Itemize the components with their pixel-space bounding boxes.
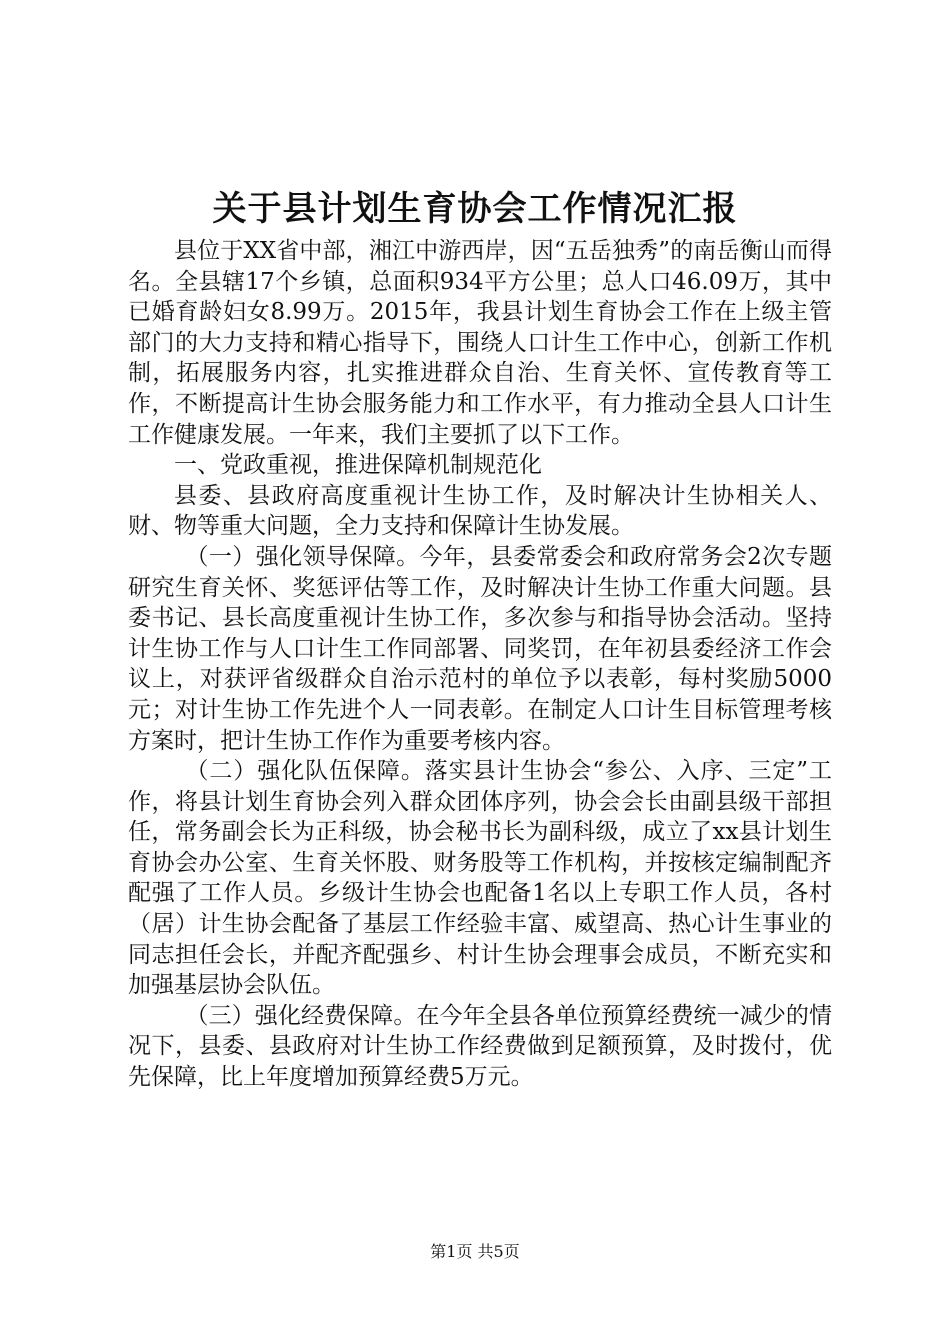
document-title: 关于县计划生育协会工作情况汇报 [212, 189, 738, 229]
subsection-paragraph-funding: （三）强化经费保障。在今年全县各单位预算经费统一减少的情况下，县委、县政府对计生协工作经费做到足额预算，及时拨付，优先保障，比上年度增加预算经费5万元。 [128, 1002, 832, 1091]
subsection-paragraph-leadership: （一）强化领导保障。今年，县委常委会和政府常务会2次专题研究生育关怀、奖惩评估等工作，及时解决计生协工作重大问题。县委书记、县长高度重视计生协工作，多次参与和指导协会活动。坚持计生协工作与人口计生工作同部署、同奖罚，在年初县委经济工作会议上，对获评省级群众自治示范村的单位予以表彰，每村奖励5000元；对计生协工作先进个人一同表彰。在制定人口计生目标管理考核方案时，把计生协工作作为重要考核内容。 [128, 543, 832, 754]
document-body [128, 236, 832, 1093]
section-intro-paragraph: 县委、县政府高度重视计生协工作，及时解决计生协相关人、财、物等重大问题，全力支持和保障计生协发展。 [128, 482, 832, 540]
subsection-paragraph-staffing: （二）强化队伍保障。落实县计生协会“参公、入序、三定”工作，将县计划生育协会列入群众团体序列，协会会长由副县级干部担任，常务副会长为正科级，协会秘书长为副科级，成立了xx县计划生育协会办公室、生育关怀股、财务股等工作机构，并按核定编制配齐配强了工作人员。乡级计生协会也配备1名以上专职工作人员，各村（居）计生协会配备了基层工作经验丰富、威望高、热心计生事业的同志担任会长，并配齐配强乡、村计生协会理事会成员，不断充实和加强基层协会队伍。 [128, 758, 832, 999]
intro-paragraph: 县位于XX省中部，湘江中游西岸，因“五岳独秀”的南岳衡山而得名。全县辖17个乡镇，总面积934平方公里；总人口46.09万，其中已婚育龄妇女8.99万。2015年，我县计划生育协会工作在上级主管部门的大力支持和精心指导下，围绕人口计生工作中心，创新工作机制，拓展服务内容，扎实推进群众自治、生育关怀、宣传教育等工作，不断提高计生协会服务能力和工作水平，有力推动全县人口计生工作健康发展。一年来，我们主要抓了以下工作。 [128, 238, 832, 448]
page-number-footer: 第1页 共5页 [430, 1242, 520, 1261]
section-heading: 一、党政重视，推进保障机制规范化 [174, 452, 542, 479]
